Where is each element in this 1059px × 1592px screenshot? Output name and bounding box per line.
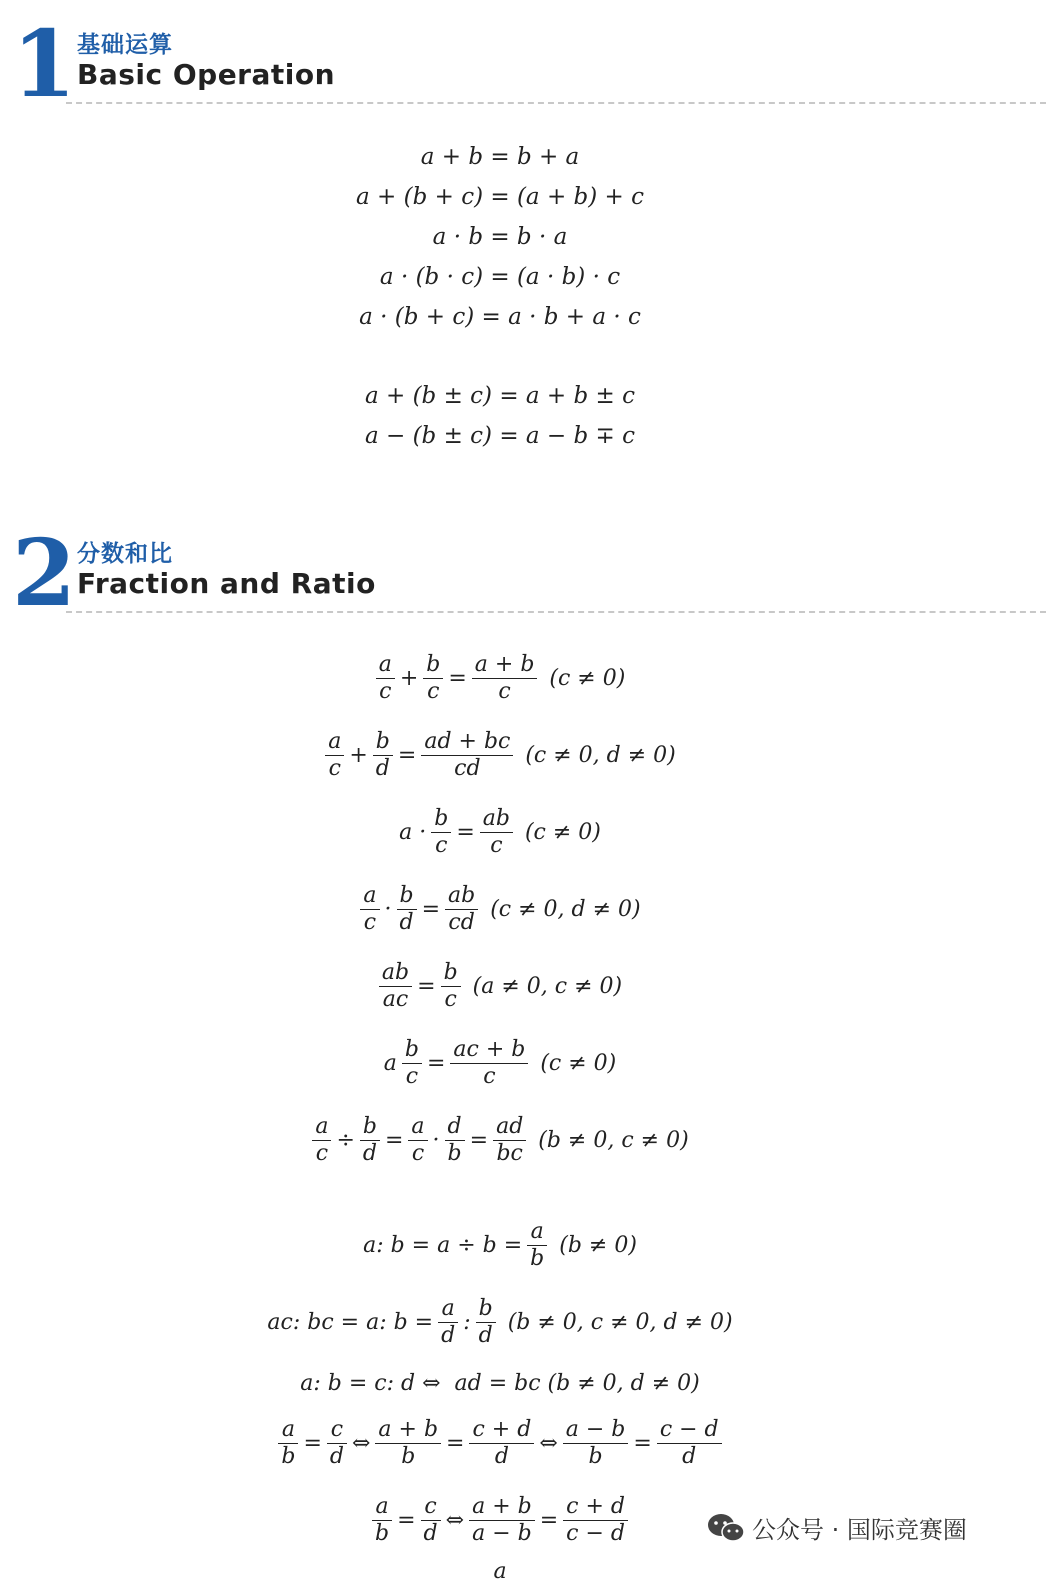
numerator: a	[328, 729, 342, 754]
equation: a · b = b · a	[432, 224, 568, 250]
denominator: cd	[454, 756, 481, 781]
fraction	[408, 1114, 427, 1167]
denominator: b	[401, 1444, 416, 1469]
formula-text: +	[399, 666, 419, 691]
numerator: a + b	[474, 652, 535, 677]
formula-text: =	[469, 1128, 489, 1153]
section-1-divider	[66, 102, 1046, 104]
denominator: c − d	[566, 1521, 625, 1546]
formula-row	[0, 948, 1000, 1025]
formula-text: =	[421, 897, 441, 922]
fraction	[563, 1417, 629, 1470]
numerator: a	[363, 883, 377, 908]
denominator: c	[328, 756, 341, 781]
denominator: c	[444, 987, 457, 1012]
numerator: a	[441, 1296, 455, 1321]
denominator: d	[682, 1444, 697, 1469]
fraction	[441, 960, 461, 1013]
formula-text: ⇔	[539, 1431, 558, 1456]
denominator: d	[362, 1141, 377, 1166]
formula-row	[0, 1102, 1000, 1179]
denominator: cd	[448, 910, 475, 935]
numerator: ac + b	[453, 1037, 526, 1062]
numerator: ad	[496, 1114, 524, 1139]
denominator: c	[427, 679, 440, 704]
fraction	[402, 1037, 422, 1090]
equation: a + (b ± c) = a + b ± c	[364, 383, 636, 409]
numerator: a	[281, 1417, 295, 1442]
fraction	[469, 1494, 535, 1547]
equation: a − (b ± c) = a − b ∓ c	[364, 423, 636, 449]
fraction	[360, 883, 379, 936]
denominator: a − b	[472, 1521, 532, 1546]
wechat-icon	[706, 1512, 746, 1544]
formula-text: :	[463, 1310, 471, 1335]
fraction	[480, 806, 513, 859]
fraction	[360, 1114, 380, 1167]
numerator: b	[399, 883, 414, 908]
denominator: b	[588, 1444, 603, 1469]
denominator: c	[483, 1064, 496, 1089]
formula-text: =	[633, 1431, 652, 1456]
formula-text: +	[349, 743, 368, 768]
fraction	[527, 1219, 547, 1272]
fraction	[327, 1417, 347, 1470]
numerator: c	[330, 1417, 344, 1442]
denominator: bc	[496, 1141, 523, 1166]
numerator: d	[447, 1114, 462, 1139]
section-2-number: 2	[12, 519, 77, 627]
denominator: d	[494, 1444, 509, 1469]
formula-text: (a ≠ 0, c ≠ 0)	[465, 974, 623, 999]
fraction	[421, 1494, 441, 1547]
formula-text: (c ≠ 0, d ≠ 0)	[483, 897, 641, 922]
denominator: ac	[382, 987, 409, 1012]
formula-text: ÷	[336, 1128, 355, 1153]
denominator: c	[405, 1064, 419, 1089]
equation: a · (b · c) = (a · b) · c	[379, 264, 621, 290]
numerator: c + d	[472, 1417, 532, 1442]
formula-text: (c ≠ 0, d ≠ 0)	[518, 743, 676, 768]
section-1-title-cn: 基础运算	[77, 32, 173, 58]
fraction	[376, 652, 395, 705]
formula-text: =	[539, 1508, 559, 1533]
formula-row	[0, 1361, 1000, 1405]
numerator: a + b	[472, 1494, 532, 1519]
formula-row	[0, 640, 1000, 717]
spacer	[0, 1179, 1000, 1207]
formula-text: ⇔	[445, 1508, 465, 1533]
formula-row	[0, 1284, 1000, 1361]
formula-text: =	[397, 1508, 416, 1533]
formula-text: (c ≠ 0)	[533, 1051, 617, 1076]
denominator: d	[441, 1323, 456, 1348]
numerator: c	[424, 1494, 437, 1519]
fraction	[423, 652, 443, 705]
denominator: c	[490, 833, 503, 858]
spacer	[0, 337, 1000, 376]
fraction	[469, 1417, 534, 1470]
formula-row	[0, 1559, 1000, 1589]
watermark	[706, 1510, 967, 1545]
fraction	[450, 1037, 528, 1090]
fraction	[379, 960, 412, 1013]
fraction	[476, 1296, 496, 1349]
formula-text: ·	[432, 1128, 440, 1153]
fraction	[421, 729, 513, 782]
numerator: c + d	[566, 1494, 625, 1519]
section-1-equations	[0, 137, 1000, 456]
formula-row	[0, 1207, 1000, 1284]
fraction	[472, 652, 538, 705]
numerator: b	[478, 1296, 493, 1321]
numerator: a	[530, 1219, 544, 1244]
fraction	[372, 1494, 392, 1547]
formula-text: =	[384, 1128, 404, 1153]
fraction	[445, 883, 478, 936]
fraction	[397, 883, 417, 936]
fraction	[438, 1296, 458, 1349]
numerator: ab	[381, 960, 410, 985]
denominator: b	[281, 1444, 296, 1469]
fraction	[325, 729, 344, 782]
numerator: a	[411, 1114, 425, 1139]
formula-text: =	[426, 1051, 446, 1076]
formula-text: =	[303, 1431, 322, 1456]
formula-row	[0, 794, 1000, 871]
formula-text: (b ≠ 0, c ≠ 0)	[531, 1128, 689, 1153]
formula-text: =	[397, 743, 417, 768]
formula-text: (b ≠ 0, c ≠ 0, d ≠ 0)	[500, 1310, 733, 1335]
numerator: b	[426, 652, 441, 677]
denominator: c	[498, 679, 511, 704]
fraction	[445, 1114, 465, 1167]
formula-text: =	[448, 666, 467, 691]
fraction	[375, 1417, 441, 1470]
numerator: b	[375, 729, 390, 754]
section-2-title-en: Fraction and Ratio	[77, 567, 376, 600]
numerator: a	[378, 652, 392, 677]
numerator: a	[375, 1494, 389, 1519]
numerator: a − b	[565, 1417, 626, 1442]
section-2-divider	[66, 611, 1046, 613]
numerator: b	[404, 1037, 419, 1062]
formula-text: =	[456, 820, 475, 845]
denominator: d	[399, 910, 414, 935]
formula-text: a ·	[399, 820, 427, 845]
denominator: c	[435, 833, 448, 858]
numerator: ab	[482, 806, 510, 831]
formula-text: (c ≠ 0)	[542, 666, 626, 691]
equation: a · (b + c) = a · b + a · c	[359, 304, 641, 330]
formula-text: a	[493, 1559, 507, 1584]
formula-row	[0, 717, 1000, 794]
fraction	[563, 1494, 628, 1547]
numerator: ad + bc	[424, 729, 511, 754]
formula-text: (b ≠ 0)	[552, 1233, 637, 1258]
formula-row	[0, 1025, 1000, 1102]
denominator: d	[423, 1521, 438, 1546]
denominator: c	[411, 1141, 425, 1166]
numerator: b	[443, 960, 458, 985]
denominator: b	[530, 1246, 545, 1271]
fraction	[373, 729, 393, 782]
denominator: c	[315, 1141, 329, 1166]
numerator: ab	[448, 883, 476, 908]
watermark-text: 公众号 · 国际竞赛圈	[752, 1516, 967, 1544]
formula-text: a: b = c: d ⇔ ad = bc (b ≠ 0, d ≠ 0)	[300, 1370, 700, 1396]
section-2-title-cn: 分数和比	[77, 541, 173, 567]
formula-text: a	[383, 1051, 397, 1076]
fraction	[312, 1114, 331, 1167]
formula-text: ·	[384, 897, 392, 922]
numerator: a	[315, 1114, 329, 1139]
fraction	[657, 1417, 722, 1470]
formula-row	[0, 1405, 1000, 1482]
section-1-number: 1	[12, 10, 77, 118]
equation: a + (b + c) = (a + b) + c	[356, 184, 644, 210]
formula-text: =	[446, 1431, 465, 1456]
formula-text: (c ≠ 0)	[517, 820, 601, 845]
numerator: c − d	[659, 1417, 719, 1442]
denominator: c	[379, 679, 392, 704]
numerator: b	[434, 806, 449, 831]
denominator: d	[478, 1323, 493, 1348]
denominator: d	[375, 756, 390, 781]
formula-text: a: b = a ÷ b =	[363, 1233, 523, 1258]
denominator: b	[375, 1521, 390, 1546]
numerator: a + b	[378, 1417, 439, 1442]
numerator: b	[362, 1114, 377, 1139]
denominator: c	[363, 910, 377, 935]
section-1-title-en: Basic Operation	[77, 58, 336, 91]
formula-text: ac: bc = a: b =	[267, 1310, 434, 1335]
formula-text: ⇔	[351, 1431, 371, 1456]
denominator: d	[329, 1444, 344, 1469]
fraction	[431, 806, 451, 859]
formula-text: =	[417, 974, 436, 999]
formula-row	[0, 871, 1000, 948]
equation: a + b = b + a	[420, 144, 580, 170]
fraction	[493, 1114, 526, 1167]
section-2-formulas	[0, 640, 1000, 1589]
fraction	[278, 1417, 298, 1470]
denominator: b	[447, 1141, 462, 1166]
